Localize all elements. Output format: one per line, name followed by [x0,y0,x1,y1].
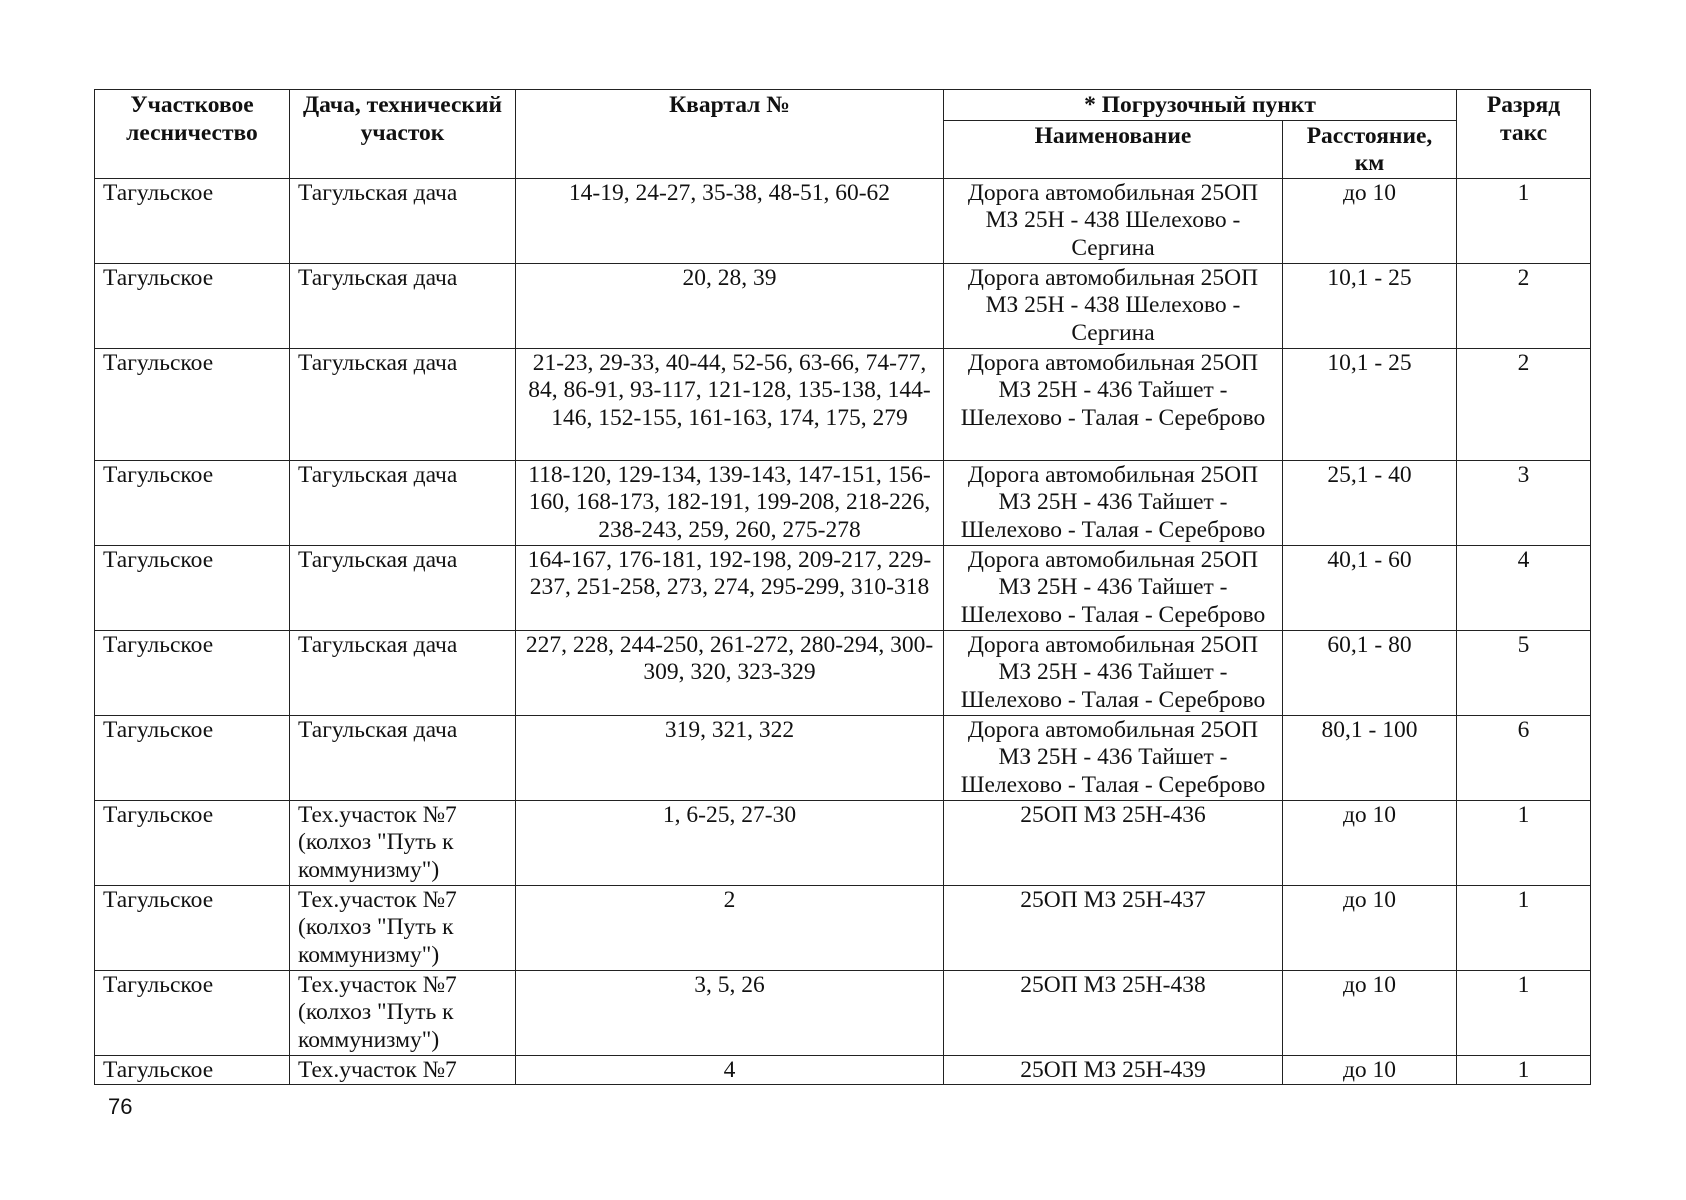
cell-distance: до 10 [1283,1055,1457,1085]
cell-rank: 6 [1457,715,1591,800]
cell-quarters: 3, 5, 26 [516,970,944,1055]
cell-quarters: 227, 228, 244-250, 261-272, 280-294, 300-309, 320, 323-329 [516,630,944,715]
cell-distance: 60,1 - 80 [1283,630,1457,715]
cell-loading-point: Дорога автомобильная 25ОП МЗ 25Н - 436 Тайшет - Шелехово - Талая - Сереброво [944,630,1283,715]
cell-distance: до 10 [1283,885,1457,970]
table-row [95,800,1591,885]
cell-loading-point: Дорога автомобильная 25ОП МЗ 25Н - 436 Тайшет - Шелехово - Талая - Сереброво [944,715,1283,800]
cell-loading-point: 25ОП МЗ 25Н-439 [944,1055,1283,1085]
header-dacha: Дача, технический участок [290,90,516,179]
cell-dacha: Тагульская дача [290,460,516,545]
cell-distance: до 10 [1283,178,1457,263]
cell-dacha: Тагульская дача [290,630,516,715]
cell-forestry: Тагульское [95,715,290,800]
cell-forestry: Тагульское [95,348,290,460]
cell-dacha: Тех.участок №7 [290,1055,516,1085]
header-loading-point-group: * Погрузочный пункт [944,90,1457,121]
cell-loading-point: Дорога автомобильная 25ОП МЗ 25Н - 438 Шелехово - Сергина [944,178,1283,263]
cell-loading-point: Дорога автомобильная 25ОП МЗ 25Н - 436 Тайшет - Шелехово - Талая - Сереброво [944,460,1283,545]
cell-quarters: 319, 321, 322 [516,715,944,800]
cell-distance: до 10 [1283,800,1457,885]
cell-rank: 2 [1457,348,1591,460]
cell-forestry: Тагульское [95,545,290,630]
cell-forestry: Тагульское [95,970,290,1055]
cell-dacha: Тех.участок №7 (колхоз "Путь к коммунизму") [290,800,516,885]
cell-quarters: 4 [516,1055,944,1085]
cell-forestry: Тагульское [95,178,290,263]
cell-rank: 1 [1457,970,1591,1055]
table-row [95,545,1591,630]
cell-rank: 5 [1457,630,1591,715]
table-row [95,178,1591,263]
header-rank: Разряд такс [1457,90,1591,179]
cell-quarters: 21-23, 29-33, 40-44, 52-56, 63-66, 74-77, 84, 86-91, 93-117, 121-128, 135-138, 144-146, 152-155, 161-163, 174, 175, 279 [516,348,944,460]
cell-quarters: 118-120, 129-134, 139-143, 147-151, 156-160, 168-173, 182-191, 199-208, 218-226, 238-243, 259, 260, 275-278 [516,460,944,545]
header-quarter: Квартал № [516,90,944,179]
table-row [95,348,1591,460]
cell-rank: 4 [1457,545,1591,630]
cell-dacha: Тех.участок №7 (колхоз "Путь к коммунизму") [290,885,516,970]
cell-loading-point: 25ОП МЗ 25Н-437 [944,885,1283,970]
cell-quarters: 2 [516,885,944,970]
header-forestry: Участковое лесничество [95,90,290,179]
cell-dacha: Тагульская дача [290,263,516,348]
table-row [95,970,1591,1055]
cell-distance: 10,1 - 25 [1283,348,1457,460]
table-body [95,178,1591,1085]
table-header [95,90,1591,179]
cell-loading-point: Дорога автомобильная 25ОП МЗ 25Н - 436 Тайшет - Шелехово - Талая - Сереброво [944,348,1283,460]
cell-quarters: 1, 6-25, 27-30 [516,800,944,885]
cell-dacha: Тагульская дача [290,178,516,263]
table-row [95,1055,1591,1085]
header-point-name: Наименование [944,120,1283,178]
cell-rank: 1 [1457,178,1591,263]
table-row [95,885,1591,970]
cell-dacha: Тагульская дача [290,545,516,630]
table-container [94,89,1590,1085]
table-row [95,460,1591,545]
cell-quarters: 14-19, 24-27, 35-38, 48-51, 60-62 [516,178,944,263]
cell-distance: до 10 [1283,970,1457,1055]
cell-distance: 10,1 - 25 [1283,263,1457,348]
cell-forestry: Тагульское [95,885,290,970]
table-row [95,630,1591,715]
cell-loading-point: 25ОП МЗ 25Н-436 [944,800,1283,885]
cell-forestry: Тагульское [95,800,290,885]
cell-dacha: Тагульская дача [290,715,516,800]
cell-rank: 3 [1457,460,1591,545]
cell-forestry: Тагульское [95,1055,290,1085]
page-number: 76 [108,1094,133,1119]
cell-rank: 1 [1457,800,1591,885]
cell-forestry: Тагульское [95,460,290,545]
cell-distance: 40,1 - 60 [1283,545,1457,630]
cell-loading-point: 25ОП МЗ 25Н-438 [944,970,1283,1055]
cell-rank: 2 [1457,263,1591,348]
cell-dacha: Тех.участок №7 (колхоз "Путь к коммунизму") [290,970,516,1055]
loading-points-table [94,89,1591,1085]
header-distance: Расстояние, км [1283,120,1457,178]
table-row [95,263,1591,348]
cell-distance: 25,1 - 40 [1283,460,1457,545]
cell-loading-point: Дорога автомобильная 25ОП МЗ 25Н - 438 Шелехово - Сергина [944,263,1283,348]
cell-distance: 80,1 - 100 [1283,715,1457,800]
cell-loading-point: Дорога автомобильная 25ОП МЗ 25Н - 436 Тайшет - Шелехово - Талая - Сереброво [944,545,1283,630]
cell-rank: 1 [1457,1055,1591,1085]
cell-dacha: Тагульская дача [290,348,516,460]
cell-quarters: 20, 28, 39 [516,263,944,348]
cell-quarters: 164-167, 176-181, 192-198, 209-217, 229-237, 251-258, 273, 274, 295-299, 310-318 [516,545,944,630]
cell-rank: 1 [1457,885,1591,970]
cell-forestry: Тагульское [95,630,290,715]
cell-forestry: Тагульское [95,263,290,348]
table-row [95,715,1591,800]
